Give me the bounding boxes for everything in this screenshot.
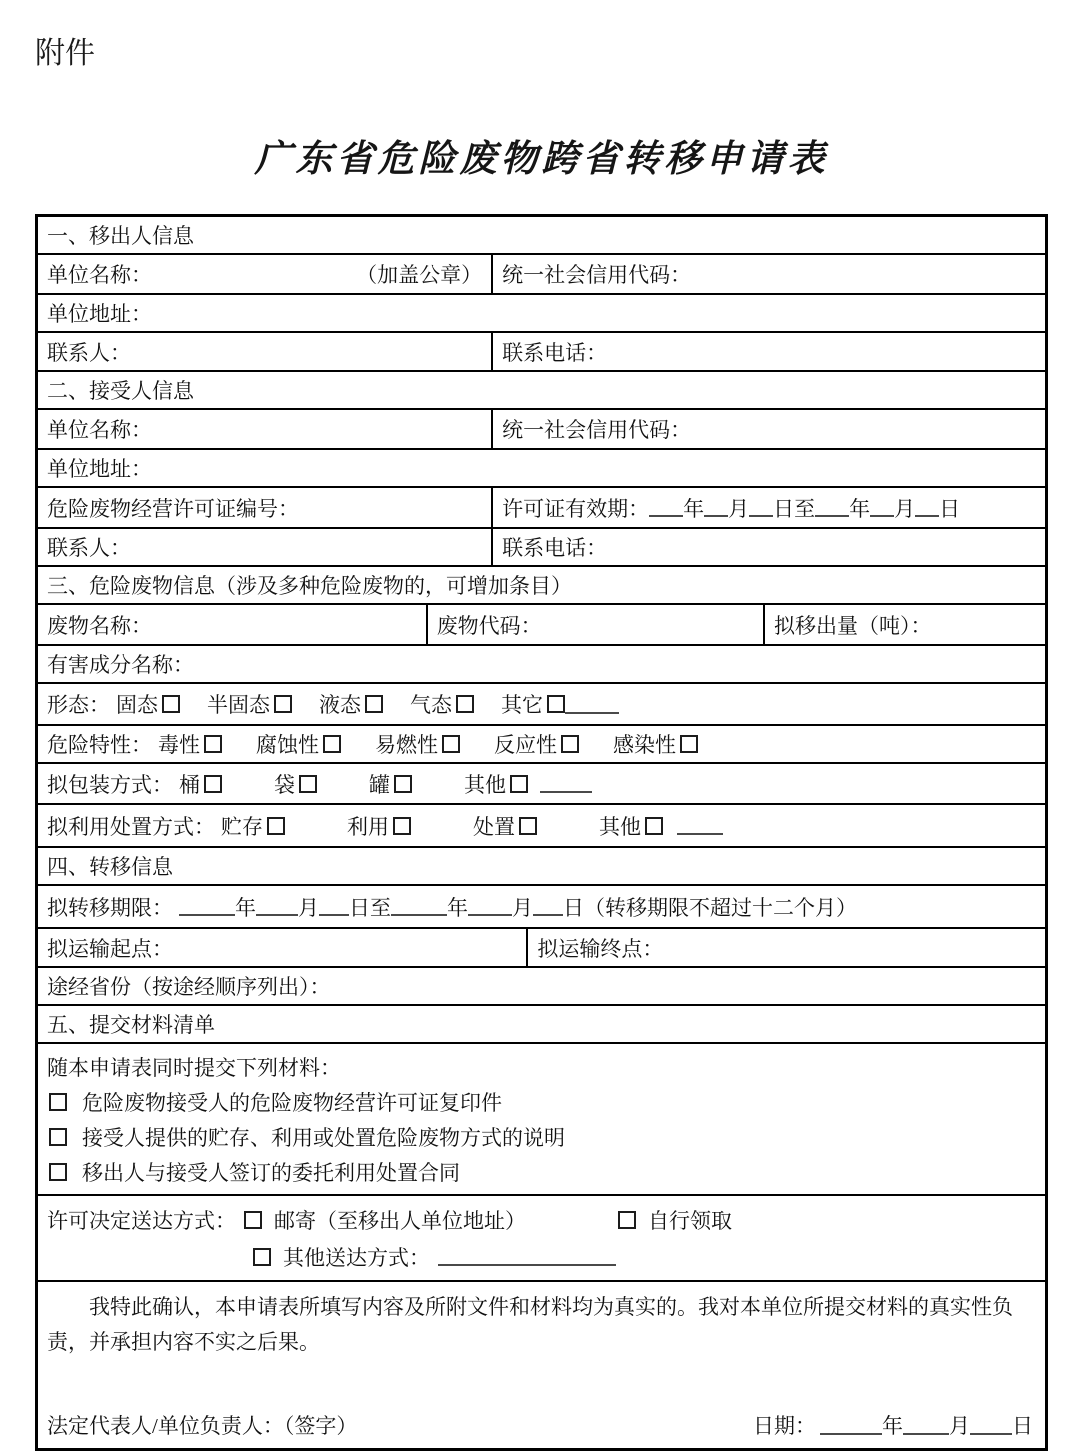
checkbox-flammable [442,735,460,753]
section4-header: 四、转移信息 [47,855,173,879]
s1-contact-person-label: 联系人： [47,340,131,365]
hazard-corrosive-label: 腐蚀性 [256,733,319,757]
blank-date-day [970,1416,1012,1435]
table-row [38,644,1045,682]
material-item [47,1154,1036,1189]
blank-other-morphology [565,695,619,714]
checkbox-material-2 [49,1128,67,1146]
blank-validity-start-month [704,498,728,517]
table-row [38,331,1045,370]
table-row [38,527,1045,565]
material-item [47,1119,1036,1154]
table-row [38,846,1045,884]
month-label: 月 [894,496,916,521]
year-label: 年 [235,895,256,920]
harmful-components-label: 有害成分名称： [47,653,194,677]
waste-name-label: 废物名称： [47,613,152,638]
section1-header: 一、移出人信息 [47,224,194,248]
s2-credit-code-label: 统一社会信用代码： [491,410,1045,448]
section5-header: 五、提交材料清单 [47,1013,215,1037]
checkbox-use [393,817,411,835]
s1-unit-address-label: 单位地址： [47,302,152,326]
table-row [38,293,1045,331]
delivery-mail-label: 邮寄（至移出人单位地址） [274,1208,526,1233]
month-label: 月 [728,496,750,521]
section3-header: 三、危险废物信息（涉及多种危险废物的，可增加条目） [47,574,572,598]
delivery-line-1 [47,1201,1036,1238]
page-title: 广东省危险废物跨省转移申请表 [254,139,829,180]
s1-unit-name-label: 单位名称： [47,263,152,287]
checkbox-liquid [365,695,383,713]
attachment-label: 附件 [35,37,95,70]
to-label: 至 [370,895,391,920]
table-row [38,682,1045,724]
year-label: 年 [683,496,705,521]
hazard-toxic-label: 毒性 [158,733,200,757]
morph-gas-label: 气态 [410,693,452,717]
blank-validity-end-month [870,498,894,517]
checkbox-dispose [519,817,537,835]
blank-period-start-day [319,897,349,916]
morph-other-label: 其它 [501,693,543,717]
table-row [38,603,1045,644]
blank-period-end-year [391,897,447,916]
blank-other-packaging [540,774,592,793]
table-row [38,565,1045,603]
disp-other-label: 其他 [599,814,641,839]
delivery-other-label: 其他送达方式： [283,1245,430,1270]
pack-bag-label: 袋 [274,772,295,797]
morph-semi-solid-label: 半固态 [207,693,270,717]
month-label: 月 [949,1414,970,1438]
hazard-reactive-label: 反应性 [494,733,557,757]
table-row [38,803,1045,846]
table-row [38,1004,1045,1042]
day-label: 日 [563,895,584,920]
s1-seal-note: （加盖公章） [356,263,483,287]
to-label: 至 [794,496,816,521]
blank-other-disposal [677,816,723,835]
checkbox-bag [299,775,317,793]
delivery-label: 许可决定送达方式： [47,1208,236,1233]
application-form-table [35,214,1048,1451]
period-label: 拟转移期限： [47,895,173,920]
blank-validity-start-year [649,498,683,517]
morph-solid-label: 固态 [116,693,158,717]
material-2-label: 接受人提供的贮存、利用或处置危险废物方式的说明 [82,1125,565,1150]
checkbox-mail [244,1211,262,1229]
year-label: 年 [447,895,468,920]
materials-list [38,1044,1045,1194]
table-row [38,927,1045,966]
checkbox-toxic [204,735,222,753]
table-row [38,370,1045,408]
table-row [38,884,1045,927]
s2-license-no-label: 危险废物经营许可证编号： [47,496,299,521]
checkbox-pickup [618,1211,636,1229]
checkbox-other-morphology [547,695,565,713]
day-label: 日 [349,895,370,920]
table-row [38,448,1045,486]
blank-period-end-month [468,897,512,916]
year-label: 年 [849,496,871,521]
table-row [38,1194,1045,1280]
day-label: 日 [773,496,795,521]
checkbox-other-disposal [645,817,663,835]
checkbox-material-3 [49,1163,67,1181]
pack-other-label: 其他 [464,772,506,797]
table-row [38,1042,1045,1194]
s2-unit-name-label: 单位名称： [47,418,152,442]
checkbox-tank [394,775,412,793]
signature-line [47,1410,1035,1440]
disp-dispose-label: 处置 [473,814,515,839]
blank-period-start-month [256,897,298,916]
declaration-cell [38,1282,1045,1448]
checkbox-solid [162,695,180,713]
checkbox-gas [456,695,474,713]
route-provinces-label: 途经省份（按途经顺序列出）： [47,975,331,999]
day-label: 日 [1012,1414,1033,1438]
packaging-label: 拟包装方式： [47,772,173,797]
blank-validity-end-year [815,498,849,517]
s1-contact-phone-label: 联系电话： [491,333,1045,370]
s2-contact-person-label: 联系人： [47,536,131,560]
blank-other-delivery [438,1247,616,1266]
blank-validity-end-day [915,498,939,517]
checkbox-semi-solid [274,695,292,713]
blank-period-start-year [179,897,235,916]
material-item [47,1084,1036,1119]
checkbox-storage [267,817,285,835]
delivery-pickup-label: 自行领取 [648,1208,732,1233]
table-row [38,408,1045,448]
blank-date-year [820,1416,882,1435]
section2-header: 二、接受人信息 [47,379,194,403]
checkbox-other-delivery [253,1248,271,1266]
date-group [753,1410,1033,1440]
checkbox-other-packaging [510,775,528,793]
checkbox-infectious [680,735,698,753]
pack-barrel-label: 桶 [179,772,200,797]
checkbox-reactive [561,735,579,753]
disp-use-label: 利用 [347,814,389,839]
table-row [38,724,1045,762]
morphology-label: 形态： [47,693,110,717]
material-3-label: 移出人与接受人签订的委托利用处置合同 [82,1160,460,1185]
checkbox-barrel [204,775,222,793]
disposal-label: 拟利用处置方式： [47,814,215,839]
s1-credit-code-label: 统一社会信用代码： [491,255,1045,293]
month-label: 月 [298,895,319,920]
date-label: 日期： [753,1414,816,1438]
blank-validity-start-day [749,498,773,517]
period-note: （转移期限不超过十二个月） [584,895,857,920]
s2-license-validity-label: 许可证有效期： [502,496,650,521]
day-label: 日 [939,496,961,521]
table-row [38,486,1045,527]
table-row [38,253,1045,293]
waste-code-label: 废物代码： [426,605,763,644]
blank-period-end-day [533,897,563,916]
delivery-line-2 [47,1238,1036,1275]
s2-unit-address-label: 单位地址： [47,457,152,481]
checkbox-material-1 [49,1093,67,1111]
month-label: 月 [512,895,533,920]
checkbox-corrosive [323,735,341,753]
table-row [38,217,1045,253]
move-amount-label: 拟移出量（吨）： [763,605,1045,644]
table-row [38,966,1045,1004]
table-row [38,1280,1045,1448]
hazards-label: 危险特性： [47,733,152,757]
morph-liquid-label: 液态 [319,693,361,717]
declaration-text: 我特此确认，本申请表所填写内容及所附文件和材料均为真实的。我对本单位所提交材料的真实性负责，并承担内容不实之后果。 [47,1295,1013,1354]
delivery-method [38,1196,1045,1280]
year-label: 年 [882,1414,903,1438]
hazard-infectious-label: 感染性 [613,733,676,757]
pack-tank-label: 罐 [369,772,390,797]
hazard-flammable-label: 易燃性 [375,733,438,757]
transport-destination-label: 拟运输终点： [526,929,1045,966]
s2-contact-phone-label: 联系电话： [491,529,1045,565]
table-row [38,762,1045,803]
transport-origin-label: 拟运输起点： [47,936,173,961]
material-1-label: 危险废物接受人的危险废物经营许可证复印件 [82,1090,502,1115]
materials-intro: 随本申请表同时提交下列材料： [47,1055,341,1080]
disp-storage-label: 贮存 [221,814,263,839]
blank-date-month [903,1416,949,1435]
signature-label: 法定代表人/单位负责人：（签字） [47,1414,358,1438]
